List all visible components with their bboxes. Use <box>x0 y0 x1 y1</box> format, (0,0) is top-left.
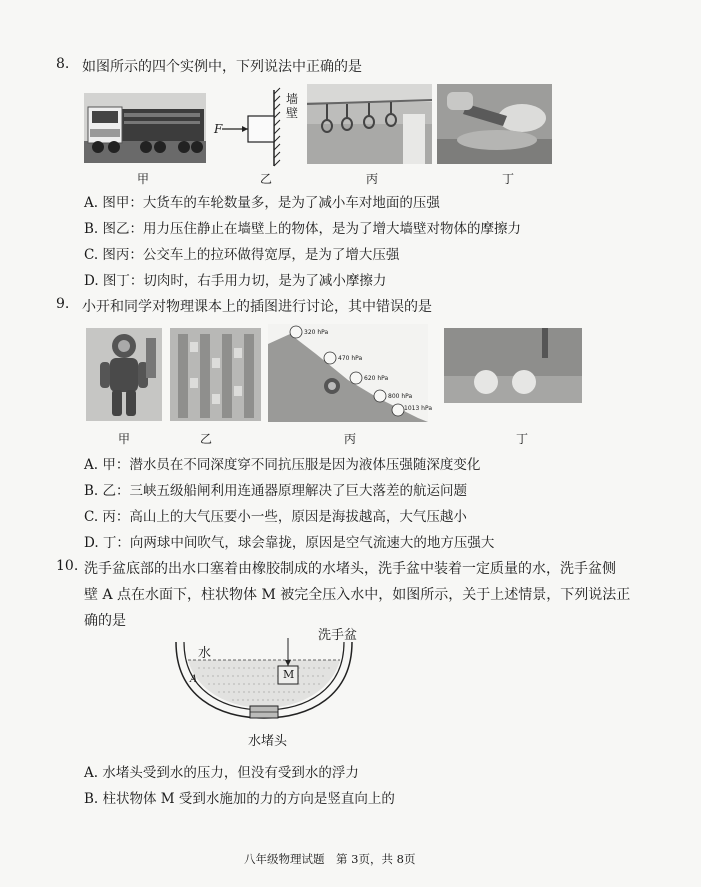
pressure-label-3: 620 hPa <box>364 375 389 382</box>
pressure-label-2: 470 hPa <box>338 355 363 362</box>
q9-caption-jia: 甲 <box>117 432 130 446</box>
point-a-label: A <box>190 674 198 685</box>
bus-handles-photo <box>307 84 432 164</box>
q9-caption-bing: 丙 <box>343 432 356 446</box>
q8-number: 8. <box>56 56 70 72</box>
q8-caption-bing: 丙 <box>365 172 378 186</box>
q10-stem-line1: 洗手盆底部的出水口塞着由橡胶制成的水堵头，洗手盆中装着一定质量的水，洗手盆侧 <box>84 561 616 577</box>
q9-option-b: B. 乙：三峡五级船闸利用连通器原理解决了巨大落差的航运问题 <box>84 483 468 499</box>
two-balls-photo <box>444 328 582 403</box>
q8-option-b: B. 图乙：用力压住静止在墙壁上的物体，是为了增大墙壁对物体的摩擦力 <box>84 221 522 237</box>
basin-label: 洗手盆 <box>318 628 358 643</box>
pressure-label-4: 800 hPa <box>388 393 413 400</box>
q8-option-c: C. 图丙：公交车上的拉环做得宽厚，是为了增大压强 <box>84 247 400 263</box>
diver-photo <box>86 328 162 421</box>
object-m-label: M <box>283 668 295 681</box>
page-footer: 八年级物理试题 第 3页，共 8页 <box>244 852 416 866</box>
q10-stem-line2: 壁 A 点在水面下，柱状物体 M 被完全压入水中，如图所示，关于上述情景，下列说法正 <box>84 587 631 603</box>
force-label: F <box>214 122 223 136</box>
ship-lock-photo <box>170 328 261 421</box>
q10-number: 10. <box>56 558 79 574</box>
q9-number: 9. <box>56 296 70 312</box>
q9-option-c: C. 丙：高山上的大气压要小一些，原因是海拔越高，大气压越小 <box>84 509 467 525</box>
q9-stem: 小开和同学对物理课本上的插图进行讨论，其中错误的是 <box>82 299 432 315</box>
q10-option-b: B. 柱状物体 M 受到水施加的力的方向是竖直向上的 <box>84 791 395 807</box>
q8-option-a: A. 图甲：大货车的车轮数量多，是为了减小车对地面的压强 <box>84 195 440 211</box>
q9-caption-ding: 丁 <box>515 432 528 446</box>
q9-option-a: A. 甲：潜水员在不同深度穿不同抗压服是因为液体压强随深度变化 <box>84 457 481 473</box>
cutting-meat-photo <box>437 84 552 164</box>
pressure-label-5: 1013 hPa <box>404 405 433 412</box>
q8-caption-jia: 甲 <box>136 172 149 186</box>
q8-caption-ding: 丁 <box>501 172 514 186</box>
basin-diagram <box>168 636 358 736</box>
plug-label: 水堵头 <box>248 734 288 749</box>
q10-option-a: A. 水堵头受到水的压力，但没有受到水的浮力 <box>84 765 359 781</box>
q10-stem-line3: 确的是 <box>84 613 126 629</box>
pressure-label-1: 320 hPa <box>304 329 329 336</box>
q8-caption-yi: 乙 <box>259 172 272 186</box>
water-label: 水 <box>198 646 212 661</box>
truck-photo <box>84 93 206 163</box>
q8-option-d: D. 图丁：切肉时，右手用力切，是为了减小摩擦力 <box>84 273 387 289</box>
q9-caption-yi: 乙 <box>199 432 212 446</box>
q8-stem: 如图所示的四个实例中，下列说法中正确的是 <box>82 59 362 75</box>
q9-option-d: D. 丁：向两球中间吹气，球会靠拢，原因是空气流速大的地方压强大 <box>84 535 495 551</box>
wall-label: 墙壁 <box>286 92 299 120</box>
